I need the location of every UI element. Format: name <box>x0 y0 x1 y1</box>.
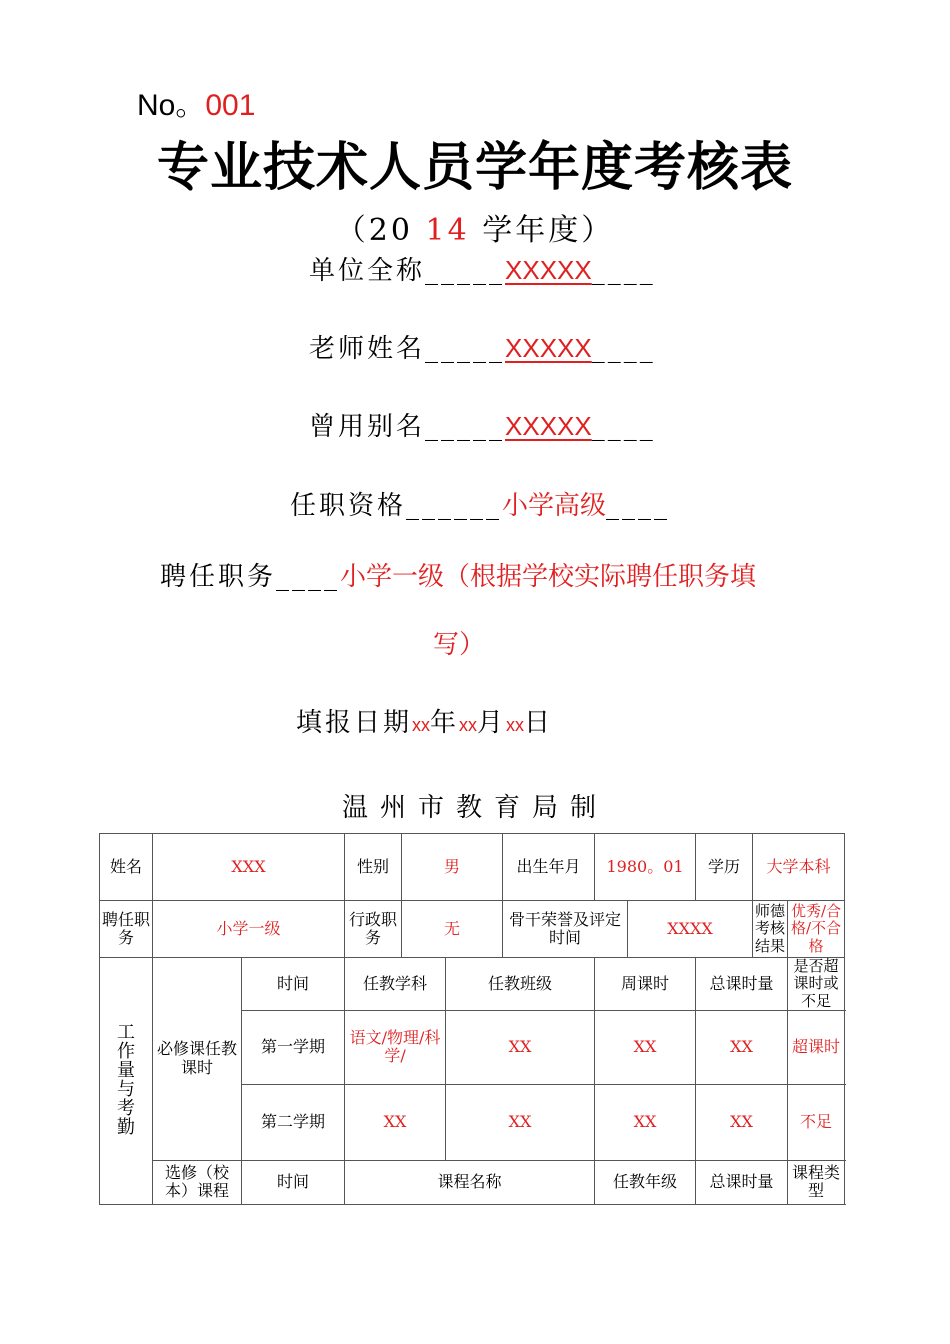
duty-field <box>160 556 756 593</box>
header-subject: 任教学科 <box>345 958 446 1011</box>
unit-label: 单位全称 <box>309 256 426 286</box>
sem1-total: XX <box>696 1010 788 1084</box>
gender-label: 性别 <box>345 834 402 901</box>
edu-value: 大学本科 <box>753 834 845 901</box>
gender-value: 男 <box>402 834 503 901</box>
date-day: xx <box>506 715 525 735</box>
elective-total: 总课时量 <box>696 1160 788 1204</box>
required-course-label: 必修课任教课时 <box>153 958 242 1161</box>
sem1-weekly: XX <box>595 1010 696 1084</box>
honor-value: XXXX <box>628 901 753 958</box>
year-close: 学年度） <box>482 213 615 248</box>
sem1-subject: 语文/物理/科学/ <box>345 1010 446 1084</box>
date-month: xx <box>459 715 478 735</box>
table-row <box>100 834 845 901</box>
qualification-field <box>290 485 670 522</box>
duty-value-cell: 小学一级 <box>153 901 345 958</box>
sem2-status: 不足 <box>788 1084 845 1160</box>
sem2-weekly: XX <box>595 1084 696 1160</box>
admin-label: 行政职务 <box>345 901 402 958</box>
elective-course: 课程名称 <box>345 1160 595 1204</box>
duty-label: 聘任职务 <box>160 562 277 592</box>
birth-label: 出生年月 <box>503 834 595 901</box>
duty-label-cell: 聘任职务 <box>100 901 153 958</box>
year-open: （20 <box>335 213 413 248</box>
date-year: xx <box>412 715 431 735</box>
elective-grade: 任教年级 <box>595 1160 696 1204</box>
academic-year <box>0 205 950 249</box>
alias-value: XXXXX <box>505 411 592 441</box>
duty-value: 小学一级（根据学校实际聘任职务填 <box>340 562 757 592</box>
qualification-blank-post: ____ <box>606 491 671 521</box>
sem1-status: 超课时 <box>788 1010 845 1084</box>
sem2-total: XX <box>696 1084 788 1160</box>
date-year-unit: 年 <box>430 708 460 738</box>
teacher-label: 老师姓名 <box>309 334 426 364</box>
header-weekly: 周课时 <box>595 958 696 1011</box>
header-status: 是否超课时或不足 <box>788 958 845 1011</box>
table-row <box>100 958 845 1011</box>
duty-blank-pre: ____ <box>276 562 341 592</box>
header-class: 任教班级 <box>446 958 595 1011</box>
teacher-blank-post: ____ <box>591 334 656 364</box>
alias-label: 曾用别名 <box>309 412 426 442</box>
elective-time: 时间 <box>242 1160 345 1204</box>
header-total: 总课时量 <box>696 958 788 1011</box>
form-number-prefix: No。 <box>137 89 206 122</box>
alias-blank-post: ____ <box>591 412 656 442</box>
sem2-subject: XX <box>345 1084 446 1160</box>
workload-label: 工作量与考勤 <box>117 1022 135 1138</box>
page-title: 专业技术人员学年度考核表 <box>156 137 793 198</box>
teacher-blank-pre: _____ <box>425 334 506 364</box>
sem1-class: XX <box>446 1010 595 1084</box>
assessment-table <box>99 833 845 1205</box>
header-time: 时间 <box>242 958 345 1011</box>
ethics-value: 优秀/合格/不合格 <box>788 901 845 958</box>
form-number-value: 001 <box>205 89 256 122</box>
year-value: 14 <box>425 213 470 248</box>
sem2-class: XX <box>446 1084 595 1160</box>
table-row <box>100 901 845 958</box>
date-day-unit: 日 <box>524 708 554 738</box>
edu-label: 学历 <box>696 834 753 901</box>
elective-label: 选修（校本）课程 <box>153 1160 242 1204</box>
alias-blank-pre: _____ <box>425 412 506 442</box>
date-label: 填报日期 <box>296 708 413 738</box>
alias-field <box>309 406 656 443</box>
date-month-unit: 月 <box>477 708 507 738</box>
unit-blank-post: ____ <box>591 256 656 286</box>
ethics-label: 师德考核结果 <box>753 901 788 958</box>
workload-label-cell <box>100 958 153 1205</box>
teacher-value: XXXXX <box>505 333 592 363</box>
sem2-time: 第二学期 <box>242 1084 345 1160</box>
qualification-blank-pre: ______ <box>406 491 503 521</box>
date-field <box>296 702 553 739</box>
table-row <box>100 1160 845 1204</box>
name-value: XXX <box>153 834 345 901</box>
form-number <box>137 80 255 124</box>
honor-label: 骨干荣誉及评定时间 <box>503 901 628 958</box>
unit-value: XXXXX <box>505 255 592 285</box>
teacher-field <box>309 328 656 365</box>
name-label: 姓名 <box>100 834 153 901</box>
admin-value: 无 <box>402 901 503 958</box>
elective-type: 课程类型 <box>788 1160 845 1204</box>
qualification-value: 小学高级 <box>502 491 607 521</box>
birth-value: 1980。01 <box>595 834 696 901</box>
duty-value-continued: 写） <box>432 630 485 660</box>
unit-field <box>309 250 656 287</box>
sem1-time: 第一学期 <box>242 1010 345 1084</box>
qualification-label: 任职资格 <box>290 491 407 521</box>
unit-blank-pre: _____ <box>425 256 506 286</box>
issuer: 温州市教育局制 <box>341 793 608 823</box>
